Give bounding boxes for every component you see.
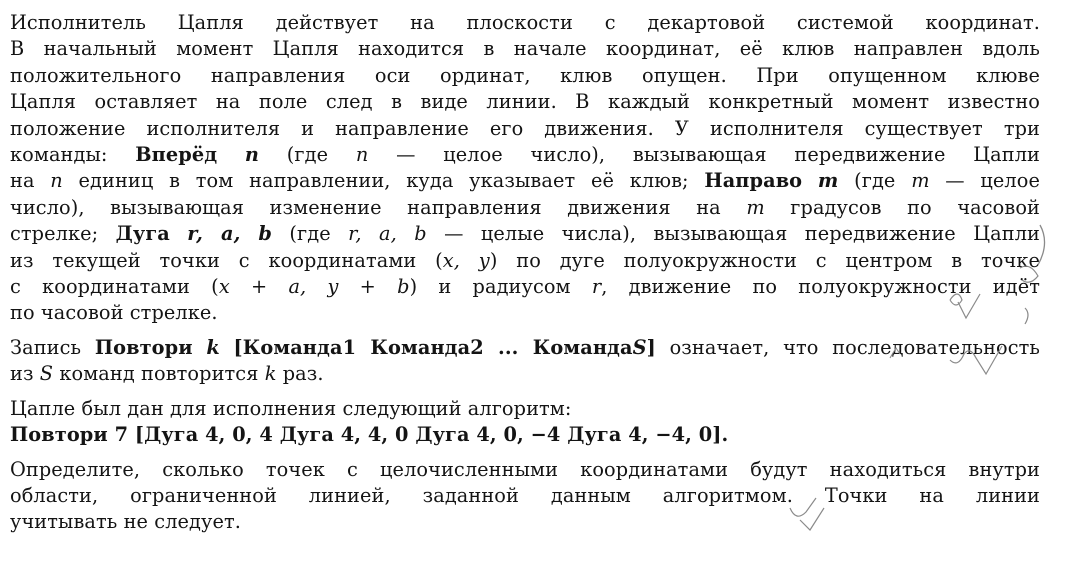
text-line: положение исполнителя и направление его движения. У исполнителя существует три bbox=[10, 116, 1040, 140]
command-name: Дуга bbox=[115, 222, 170, 246]
text-fragment: + bbox=[338, 275, 398, 299]
text-line bbox=[10, 361, 1040, 387]
text-fragment: единиц в том направлении, куда указывает её клюв; bbox=[62, 169, 705, 193]
command-name: Направо bbox=[704, 169, 803, 193]
text-line: Цапля оставляет на поле след в виде линии. В каждый конкретный момент известно bbox=[10, 90, 1040, 114]
text-fragment: из bbox=[10, 362, 40, 386]
text-line bbox=[10, 142, 1040, 168]
text-line bbox=[10, 195, 1040, 221]
command-name: Повтори bbox=[94, 335, 193, 359]
text-line bbox=[10, 335, 1040, 361]
text-fragment: раз. bbox=[276, 362, 324, 386]
command-param: n bbox=[244, 143, 260, 167]
text-fragment: + bbox=[229, 275, 289, 299]
text-line bbox=[10, 248, 1040, 274]
variable: m bbox=[746, 195, 765, 219]
text-fragment: (где bbox=[271, 222, 349, 246]
algorithm-code bbox=[10, 422, 1040, 448]
text-fragment: , движение по полуокружности идёт bbox=[601, 275, 1041, 299]
variable: x, y bbox=[442, 248, 490, 272]
text-fragment: градусов по часовой bbox=[764, 195, 1040, 219]
text-line: В начальный момент Цапля находится в начале координат, её клюв направлен вдоль bbox=[10, 37, 1040, 61]
variable: a, y bbox=[288, 275, 339, 299]
text-fragment: ) по дуге полуокружности с центром в точке bbox=[489, 248, 1040, 272]
text-line: Исполнитель Цапля действует на плоскости с декартовой системой координат. bbox=[10, 11, 1040, 34]
text-line: области, ограниченной линией, заданной данным алгоритмом. Точки на линии bbox=[10, 483, 1040, 507]
text-line bbox=[10, 168, 1040, 194]
text-line: учитывать не следует. bbox=[10, 510, 241, 534]
command-param: r, a, b bbox=[187, 222, 272, 246]
command-param: S bbox=[632, 335, 647, 359]
text-fragment: стрелке; bbox=[10, 222, 116, 246]
variable: x bbox=[218, 275, 230, 299]
text-line bbox=[10, 221, 1040, 247]
text-fragment: — целые числа), вызывающая передвижение Цапли bbox=[426, 222, 1040, 246]
problem-text bbox=[10, 10, 1040, 536]
variable: m bbox=[911, 169, 930, 193]
text-line: по часовой стрелке. bbox=[10, 301, 218, 325]
variable: S bbox=[39, 362, 54, 386]
text-fragment: число), вызывающая изменение направления движения на bbox=[10, 195, 747, 219]
paragraph-algorithm bbox=[10, 396, 1040, 449]
text-fragment: — целое bbox=[929, 169, 1040, 193]
variable: n bbox=[355, 143, 369, 167]
text-fragment: команды: bbox=[10, 143, 136, 167]
paragraph-intro bbox=[10, 10, 1040, 327]
text-fragment: с координатами ( bbox=[10, 275, 219, 299]
command-param: k bbox=[206, 335, 220, 359]
command-param: m bbox=[817, 169, 839, 193]
command-list: [Команда1 Команда2 ... Команда bbox=[233, 335, 633, 359]
text-fragment: означает, что последовательность bbox=[655, 335, 1040, 359]
text-fragment: команд повторится bbox=[53, 362, 265, 386]
text-fragment: Запись bbox=[10, 335, 95, 359]
paragraph-repeat-definition bbox=[10, 335, 1040, 388]
variable: r bbox=[591, 275, 602, 299]
paragraph-question bbox=[10, 457, 1040, 536]
text-fragment: ) и радиусом bbox=[409, 275, 592, 299]
text-line bbox=[10, 274, 1040, 300]
bracket: ] bbox=[646, 335, 656, 359]
variable: n bbox=[50, 169, 63, 193]
variable: b bbox=[397, 275, 410, 299]
text-fragment: (где bbox=[838, 169, 912, 193]
text-line: положительного направления оси ординат, клюв опущен. При опущенном клюве bbox=[10, 63, 1040, 87]
text-fragment: из текущей точки с координатами ( bbox=[10, 248, 443, 272]
text-fragment: на bbox=[10, 169, 51, 193]
text-line: Определите, сколько точек с целочисленными координатами будут находиться внутри bbox=[10, 457, 1040, 481]
text-fragment: (где bbox=[259, 143, 356, 167]
text-line: Цапле был дан для исполнения следующий алгоритм: bbox=[10, 396, 572, 420]
command-name: Вперёд bbox=[135, 143, 218, 167]
variable: k bbox=[264, 362, 277, 386]
variable: r, a, b bbox=[348, 222, 427, 246]
text-fragment: — целое число), вызывающая передвижение Цапли bbox=[368, 143, 1040, 167]
algorithm-text: Повтори 7 [Дуга 4, 0, 4 Дуга 4, 4, 0 Дуга 4, 0, −4 Дуга 4, −4, 0]. bbox=[10, 423, 729, 447]
